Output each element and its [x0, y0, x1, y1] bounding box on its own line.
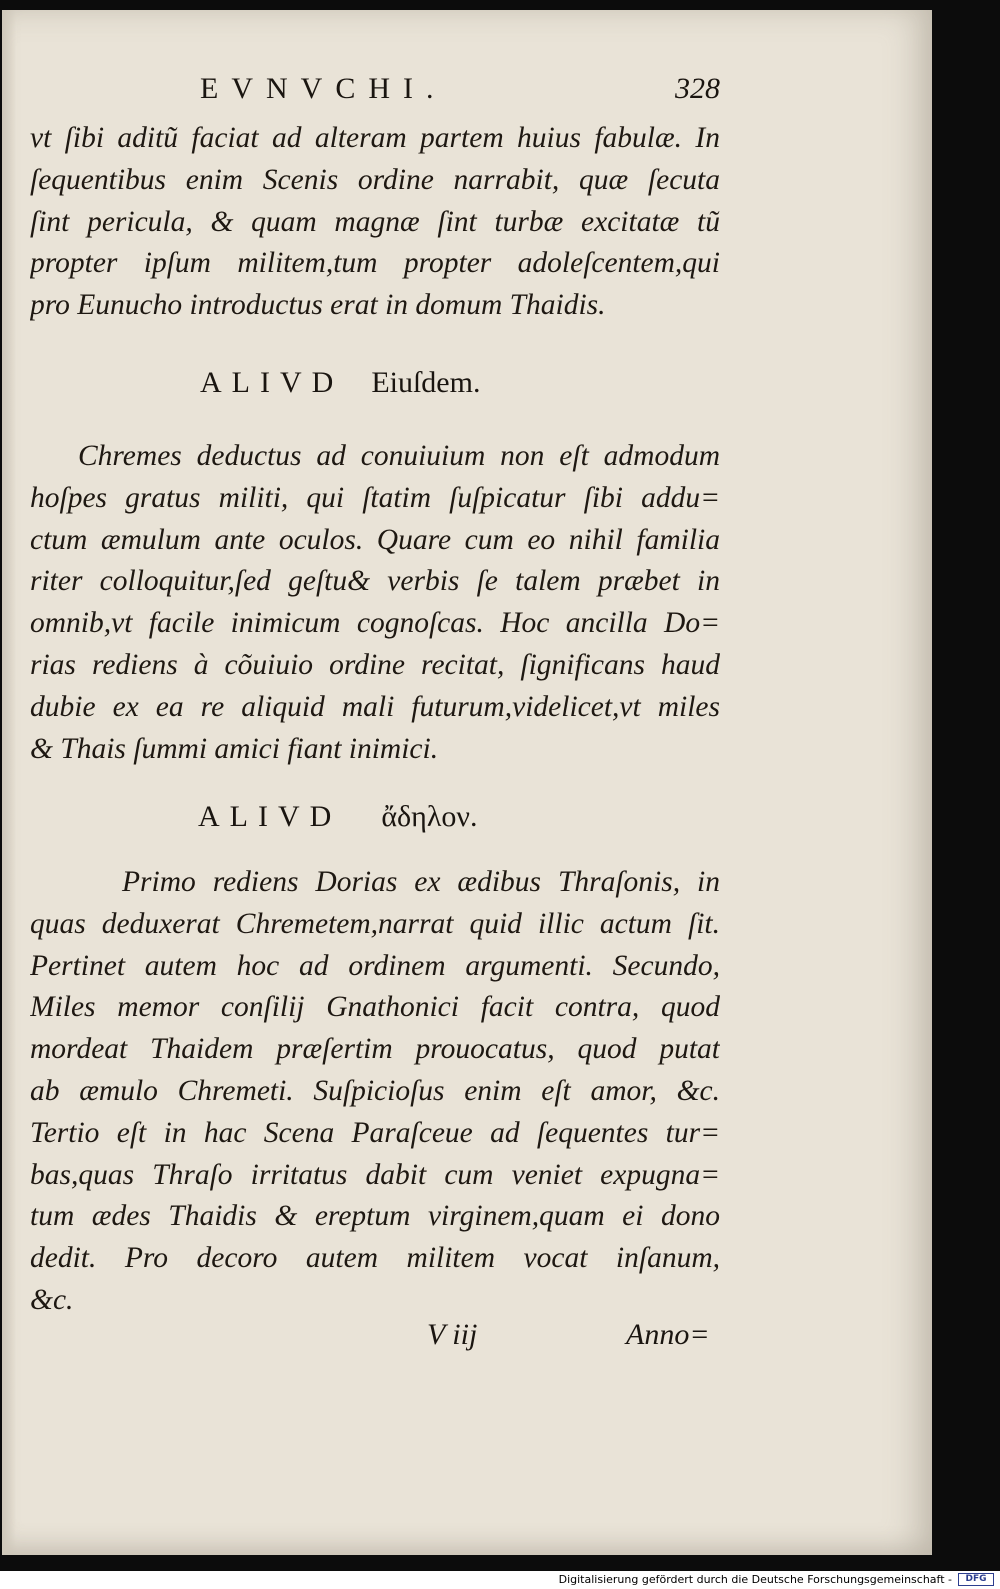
page-header [200, 72, 720, 112]
text-line: quas deduxerat Chremetem,narrat quid illic actum ſit. [30, 907, 720, 940]
text-line: Chremes deductus ad conuiuium non eſt admodum [78, 440, 720, 472]
heading-caps: ALIVD [200, 366, 344, 399]
text-line: mordeat Thaidem præſertim prouocatus, quod putat [30, 1033, 720, 1066]
text-line: ctum æmulum ante oculos. Quare cum eo nihil familia [30, 523, 720, 556]
funding-credit: Digitalisierung gefördert durch die Deutsche Forschungsgemeinschaft - [558, 1573, 952, 1586]
text-line: Miles memor conſilij Gnathonici facit contra, quod [30, 991, 720, 1024]
text-line: dubie ex ea re aliquid mali futurum,videlicet,vt miles [30, 690, 720, 723]
text-line: bas,quas Thraſo irritatus dabit cum veniet expugna= [30, 1158, 720, 1191]
text-line: pro Eunucho introductus erat in domum Thaidis. [30, 289, 606, 322]
text-line: ſequentibus enim Scenis ordine narrabit, quæ ſecuta [30, 163, 720, 196]
section-heading-adelon [198, 800, 477, 834]
text-line: propter ipſum militem,tum propter adoleſcentem,qui [30, 247, 720, 280]
heading-caps: ALIVD [198, 800, 342, 833]
paragraph-continuation [30, 118, 720, 327]
text-line: &c. [30, 1283, 74, 1316]
dfg-logo-icon: DFG [958, 1573, 994, 1586]
text-line: hoſpes gratus militi, qui ſtatim ſuſpicatur ſibi addu= [30, 481, 720, 514]
text-line: omnib,vt facile inimicum cognoſcas. Hoc ancilla Do= [30, 607, 720, 640]
catchword: Anno= [626, 1318, 710, 1351]
running-head: EVNVCHI. [200, 72, 447, 105]
signature-mark: V iij [427, 1318, 478, 1351]
heading-subtitle-greek: ἄδηλον. [381, 800, 478, 833]
text-line: vt ſibi aditũ faciat ad alteram partem huius fabulæ. In [30, 122, 720, 154]
text-line: ſint pericula, & quam magnæ ſint turbæ excitatæ tũ [30, 205, 720, 238]
text-line: Tertio eſt in hac Scena Paraſceue ad ſequentes tur= [30, 1116, 720, 1149]
page-gutter-shadow [2, 10, 16, 1555]
page-number: 328 [675, 72, 720, 105]
paragraph-eiusdem [30, 436, 720, 770]
heading-subtitle: Eiuſdem. [371, 366, 481, 399]
text-line: ab æmulo Chremeti. Suſpicioſus enim eſt amor, &c. [30, 1074, 720, 1107]
text-line: dedit. Pro decoro autem militem vocat inſanum, [30, 1242, 720, 1275]
text-line: Pertinet autem hoc ad ordinem argumenti. Secundo, [30, 949, 720, 982]
text-line: tum ædes Thaidis & ereptum virginem,quam ei dono [30, 1200, 720, 1233]
text-line: Primo rediens Dorias ex ædibus Thraſonis, in [122, 866, 720, 898]
section-heading-eiusdem [200, 366, 480, 400]
text-line: & Thais ſummi amici fiant inimici. [30, 732, 439, 765]
digitization-footer [0, 1571, 1000, 1589]
text-line: riter colloquitur,ſed geſtu& verbis ſe talem præbet in [30, 565, 720, 598]
text-line: rias rediens à cõuiuio ordine recitat, ſignificans haud [30, 648, 720, 681]
paragraph-adelon [30, 862, 720, 1322]
